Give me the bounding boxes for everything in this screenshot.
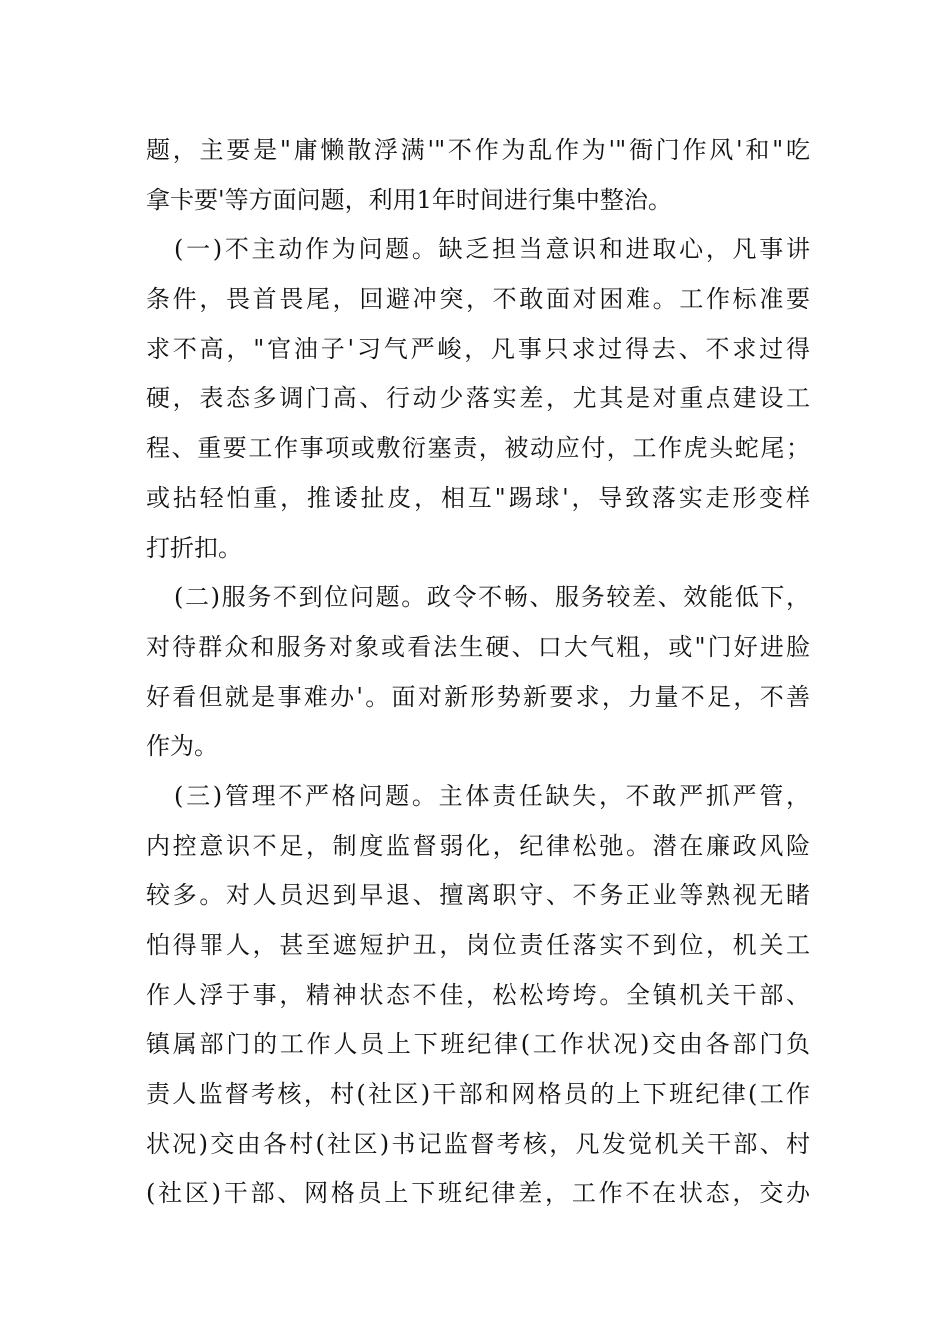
text-line: 责人监督考核，村(社区)干部和网格员的上下班纪律(工作 xyxy=(146,1080,810,1109)
text-line: 求不高，"官油子'习气严峻，凡事只求过得去、不求过得 xyxy=(146,334,810,363)
text-line: 怕得罪人，甚至遮短护丑，岗位责任落实不到位，机关工 xyxy=(146,931,810,959)
text-line: 硬，表态多调门高、行动少落实差，尤其是对重点建设工 xyxy=(146,384,810,413)
text-line: 或拈轻怕重，推诿扯皮，相互"踢球'，导致落实走形变样 xyxy=(146,483,810,512)
paragraph-first-line: (二)服务不到位问题。政令不畅、服务较差、效能低下， xyxy=(174,583,810,612)
text-line: 程、重要工作事项或敷衍塞责，被动应付，工作虎头蛇尾； xyxy=(146,434,810,463)
text-line: 题，主要是"庸懒散浮满'"不作为乱作为'"衙门作风'和"吃 xyxy=(146,136,810,164)
text-line: 作为。 xyxy=(146,732,218,761)
text-line: 镇属部门的工作人员上下班纪律(工作状况)交由各部门负 xyxy=(146,1030,810,1059)
paragraph-first-line: (一)不主动作为问题。缺乏担当意识和进取心，凡事讲 xyxy=(174,235,810,264)
text-line: 打折扣。 xyxy=(146,533,242,562)
text-line: 好看但就是事难办'。面对新形势新要求，力量不足，不善 xyxy=(146,682,810,711)
text-line: (社区)干部、网格员上下班纪律差，工作不在状态，交办 xyxy=(146,1179,810,1208)
text-line: 内控意识不足，制度监督弱化，纪律松弛。潜在廉政风险 xyxy=(146,831,810,860)
text-line: 对待群众和服务对象或看法生硬、口大气粗，或"门好进脸 xyxy=(146,632,810,661)
body-text xyxy=(146,126,810,1219)
text-line: 条件，畏首畏尾，回避冲突，不敢面对困难。工作标准要 xyxy=(146,285,810,314)
text-line: 较多。对人员迟到早退、擅离职守、不务正业等熟视无睹 xyxy=(146,881,810,910)
text-line: 作人浮于事，精神状态不佳，松松垮垮。全镇机关干部、 xyxy=(146,980,810,1009)
paragraph-first-line: (三)管理不严格问题。主体责任缺失，不敢严抓严管， xyxy=(174,781,810,810)
text-line: 状况)交由各村(社区)书记监督考核，凡发觉机关干部、村 xyxy=(146,1129,810,1158)
text-line: 拿卡要'等方面问题，利用1年时间进行集中整治。 xyxy=(146,185,672,214)
